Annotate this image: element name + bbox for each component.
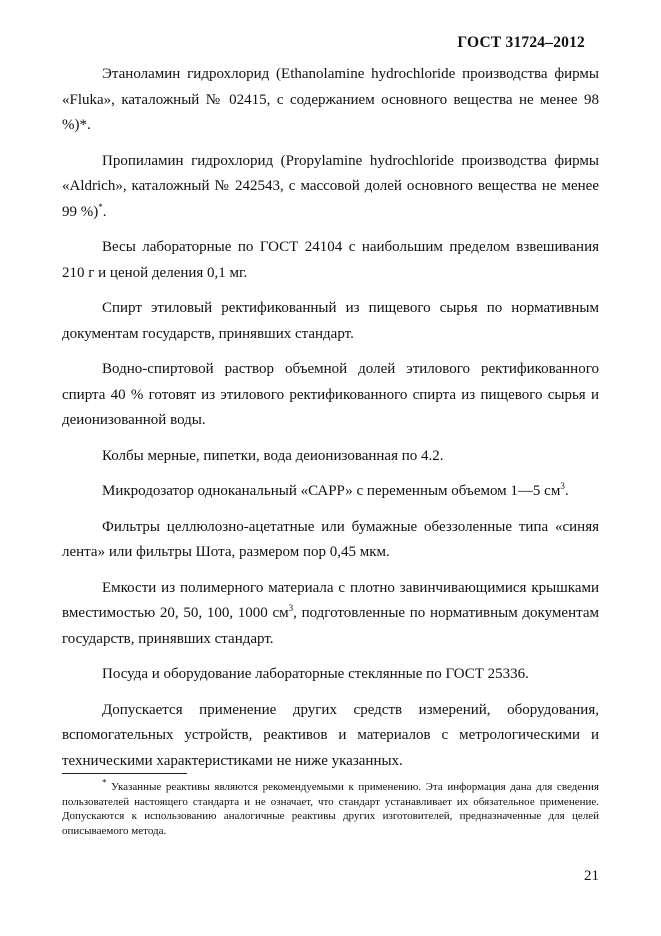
footnote [62, 777, 599, 838]
paragraph-text: Допускается применение других средств измерений, оборудования, вспомогательных устройств, реактивов и материалов с метрологическими и техническими характеристиками не ниже указанных. [62, 701, 599, 769]
superscript: 3 [288, 603, 294, 613]
paragraph-text: Микродозатор одноканальный «САРР» с переменным объемом 1—5 см [102, 483, 561, 499]
paragraph-text: Спирт этиловый ректификованный из пищевого сырья по нормативным документам государств, принявших стандарт. [62, 300, 599, 342]
paragraph-solution [62, 357, 599, 434]
paragraph-text: Фильтры целлюлозно-ацетатные или бумажные обеззоленные типа «синяя лента» или фильтры Шота, размером пор 0,45 мкм. [62, 518, 599, 560]
footnote-divider [62, 773, 187, 774]
page-number: 21 [584, 868, 599, 884]
superscript: 3 [560, 481, 565, 491]
footnote-marker: * [102, 777, 107, 788]
footnote-text: Указанные реактивы являются рекомендуемыми к применению. Эта информация дана для сведения пользователей настоящего стандарта и не означает, что стандарт устанавливает их обязательное применение. Допускаются к использованию аналогичные реактивы других изготовителей, предназначенные для целей описываемого метода. [62, 781, 599, 837]
paragraph-suffix: . [102, 203, 107, 220]
paragraph-suffix: . [564, 483, 569, 499]
paragraph-text: Пропиламин гидрохлорид (Propylamine hydrochloride производства фирмы «Aldrich», каталожный № 242543, с массовой долей основного вещества не менее 99 %) [62, 152, 599, 220]
paragraph-alternatives [62, 698, 599, 775]
paragraph-suffix: , подготовленные по нормативным документам государств, принявших стандарт. [62, 605, 599, 647]
paragraph-text: Этаноламин гидрохлорид (Ethanolamine hydrochloride производства фирмы «Fluka», каталожный № 02415, с содержанием основного вещества не менее 98 %)*. [62, 66, 599, 133]
paragraph-text: Колбы мерные, пипетки, вода деионизованная по 4.2. [102, 447, 444, 464]
document-body [62, 62, 599, 784]
document-code: ГОСТ 31724–2012 [457, 34, 585, 51]
paragraph-ethanolamine [62, 62, 599, 139]
paragraph-glassware [62, 662, 599, 688]
paragraph-propylamine [62, 149, 599, 226]
paragraph-filters [62, 515, 599, 566]
paragraph-text: Весы лабораторные по ГОСТ 24104 с наибольшим пределом взвешивания 210 г и ценой деления 0,1 мг. [62, 239, 599, 281]
paragraph-scales [62, 235, 599, 286]
paragraph-containers [62, 576, 599, 653]
paragraph-ethanol [62, 296, 599, 347]
paragraph-text: Посуда и оборудование лабораторные стеклянные по ГОСТ 25336. [102, 666, 529, 682]
paragraph-text: Емкости из полимерного материала с плотно завинчивающимися крышками вместимостью 20, 50, 100, 1000 см [62, 579, 599, 621]
paragraph-flasks [62, 444, 599, 470]
paragraph-text: Водно-спиртовой раствор объемной долей этилового ректификованного спирта 40 % готовят из этилового ректификованного спирта из пищевого сырья и деионизованной воды. [62, 361, 599, 428]
footnote-ref: * [98, 201, 103, 212]
paragraph-microdispenser [62, 479, 599, 505]
